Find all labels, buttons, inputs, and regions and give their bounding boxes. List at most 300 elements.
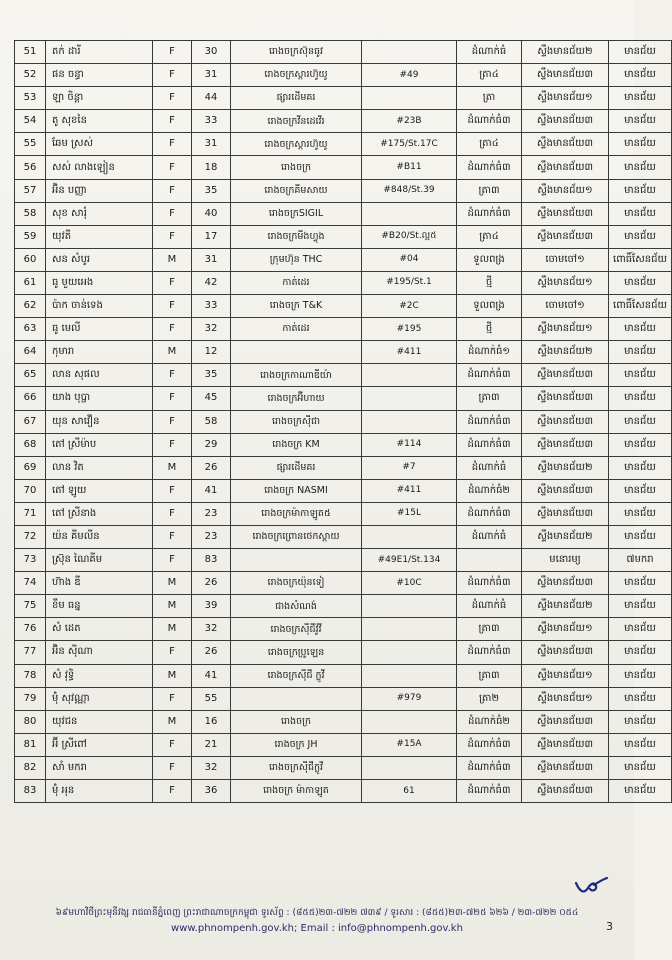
table-row xyxy=(15,133,672,156)
workplace-cell: រោងចក្រ JH xyxy=(231,733,362,756)
village-cell: ដំណាក់ធំ៣ xyxy=(457,364,522,387)
district-cell: មានជ័យ xyxy=(609,156,672,179)
workplace-cell: រោងចក្រស្តារហ៊ូយូ xyxy=(231,64,362,87)
village-cell: ត្រា៤ xyxy=(457,225,522,248)
person-name-cell: ស្រ៊ុន ណៃគីម xyxy=(46,549,153,572)
row-number-cell: 59 xyxy=(15,225,46,248)
age-cell: 17 xyxy=(192,225,231,248)
sex-cell: F xyxy=(153,641,192,664)
person-name-cell: តៅ ស្រីម៉ាប xyxy=(46,433,153,456)
row-number-cell: 55 xyxy=(15,133,46,156)
district-cell: មានជ័យ xyxy=(609,64,672,87)
district-cell: ពោធិ៍សែនជ័យ xyxy=(609,248,672,271)
house-address-cell: #49E1/St.134 xyxy=(362,549,457,572)
sex-cell: F xyxy=(153,780,192,803)
workplace-cell: រោងចក្រ xyxy=(231,156,362,179)
commune-cell: ស្ទឹងមានជ័យ៣ xyxy=(522,202,609,225)
sex-cell: F xyxy=(153,156,192,179)
person-name-cell: យុវជន xyxy=(46,710,153,733)
person-name-cell: ហ៊ាង ឌី xyxy=(46,572,153,595)
table-row xyxy=(15,664,672,687)
district-cell: មានជ័យ xyxy=(609,780,672,803)
village-cell: ដំណាក់ធំ៣ xyxy=(457,780,522,803)
house-address-cell: #195 xyxy=(362,318,457,341)
age-cell: 41 xyxy=(192,664,231,687)
table-row xyxy=(15,780,672,803)
sex-cell: M xyxy=(153,618,192,641)
village-cell: ដំណាក់ធំ៣ xyxy=(457,502,522,525)
village-cell xyxy=(457,549,522,572)
village-cell: ត្រា៣ xyxy=(457,387,522,410)
sex-cell: F xyxy=(153,271,192,294)
table-row xyxy=(15,271,672,294)
age-cell: 35 xyxy=(192,179,231,202)
commune-cell: ចោមចៅ១ xyxy=(522,295,609,318)
district-cell: ៧មករា xyxy=(609,549,672,572)
row-number-cell: 67 xyxy=(15,410,46,433)
village-cell: ដំណាក់ធំ២ xyxy=(457,710,522,733)
row-number-cell: 65 xyxy=(15,364,46,387)
commune-cell: ស្ទឹងមានជ័យ៣ xyxy=(522,710,609,733)
table-row xyxy=(15,179,672,202)
sex-cell: F xyxy=(153,179,192,202)
house-address-cell xyxy=(362,595,457,618)
commune-cell: ស្ទឹងមានជ័យ៣ xyxy=(522,156,609,179)
sex-cell: F xyxy=(153,64,192,87)
age-cell: 40 xyxy=(192,202,231,225)
email-text: ; Email : info@phnompenh.gov.kh xyxy=(294,923,463,934)
commune-cell: ស្ទឹងមានជ័យ៣ xyxy=(522,410,609,433)
row-number-cell: 82 xyxy=(15,756,46,779)
row-number-cell: 51 xyxy=(15,41,46,64)
workplace-cell: រោងចក្រ NASMI xyxy=(231,479,362,502)
commune-cell: ស្ទឹងមានជ័យ១ xyxy=(522,179,609,202)
village-cell: ដំណាក់ធំ៣ xyxy=(457,202,522,225)
house-address-cell: #B20/St.ល្អ៥ xyxy=(362,225,457,248)
village-cell: ថ្មី xyxy=(457,271,522,294)
table-row xyxy=(15,710,672,733)
age-cell: 36 xyxy=(192,780,231,803)
house-address-cell: #04 xyxy=(362,248,457,271)
house-address-cell: #2C xyxy=(362,295,457,318)
sex-cell: F xyxy=(153,295,192,318)
workplace-cell: រោងចក្រ xyxy=(231,710,362,733)
house-address-cell: #23B xyxy=(362,110,457,133)
sex-cell: M xyxy=(153,341,192,364)
house-address-cell: #411 xyxy=(362,479,457,502)
workplace-cell: រោងចក្រប្រូឡេន xyxy=(231,641,362,664)
row-number-cell: 76 xyxy=(15,618,46,641)
person-name-cell: តៅ ឡូយ xyxy=(46,479,153,502)
case-list-table xyxy=(14,40,672,803)
house-address-cell xyxy=(362,387,457,410)
person-name-cell: ធូ មេលី xyxy=(46,318,153,341)
workplace-cell: រោងចក្រSIGIL xyxy=(231,202,362,225)
row-number-cell: 61 xyxy=(15,271,46,294)
district-cell: មានជ័យ xyxy=(609,133,672,156)
workplace-cell: ជាងសំណង់ xyxy=(231,595,362,618)
age-cell: 42 xyxy=(192,271,231,294)
village-cell: ដំណាក់ធំ xyxy=(457,456,522,479)
person-name-cell: លាន វិត xyxy=(46,456,153,479)
commune-cell: ស្ទឹងមានជ័យ១ xyxy=(522,271,609,294)
commune-cell: ស្ទឹងមានជ័យ២ xyxy=(522,41,609,64)
house-address-cell: #15A xyxy=(362,733,457,756)
house-address-cell: 61 xyxy=(362,780,457,803)
district-cell: មានជ័យ xyxy=(609,664,672,687)
row-number-cell: 54 xyxy=(15,110,46,133)
house-address-cell: #848/St.39 xyxy=(362,179,457,202)
age-cell: 58 xyxy=(192,410,231,433)
house-address-cell: #979 xyxy=(362,687,457,710)
village-cell: ដំណាក់ធំ៣ xyxy=(457,433,522,456)
table-row xyxy=(15,687,672,710)
workplace-cell: រោងចក្រអ៊ីហាយ xyxy=(231,387,362,410)
commune-cell: ស្ទឹងមានជ័យ២ xyxy=(522,595,609,618)
workplace-cell: រោងចក្រស៊ីជីវ៉ូវី xyxy=(231,618,362,641)
village-cell: ត្រា៤ xyxy=(457,133,522,156)
village-cell: ត្រា៣ xyxy=(457,618,522,641)
commune-cell: មនោរម្យ xyxy=(522,549,609,572)
district-cell: មានជ័យ xyxy=(609,179,672,202)
age-cell: 26 xyxy=(192,641,231,664)
sex-cell: F xyxy=(153,225,192,248)
village-cell: ថ្មី xyxy=(457,318,522,341)
village-cell: ដំណាក់ធំ១ xyxy=(457,341,522,364)
row-number-cell: 66 xyxy=(15,387,46,410)
row-number-cell: 78 xyxy=(15,664,46,687)
workplace-cell: រោងចក្រព្រោនថេកស្តាយ xyxy=(231,525,362,548)
age-cell: 32 xyxy=(192,318,231,341)
person-name-cell: អ៊ី ស្រីពៅ xyxy=(46,733,153,756)
house-address-cell: #114 xyxy=(362,433,457,456)
table-row xyxy=(15,549,672,572)
workplace-cell: រោងចក្រយ៉ុនទៀ xyxy=(231,572,362,595)
commune-cell: ស្ទឹងមានជ័យ៣ xyxy=(522,733,609,756)
workplace-cell: រោងចក្រ T&K xyxy=(231,295,362,318)
village-cell: ដំណាក់ធំ៣ xyxy=(457,641,522,664)
workplace-cell: រោងចក្រកាណាឌីយ៉ា xyxy=(231,364,362,387)
row-number-cell: 57 xyxy=(15,179,46,202)
commune-cell: ស្ទឹងមានជ័យ៣ xyxy=(522,225,609,248)
workplace-cell: រោងចក្រវីនដេវើរ xyxy=(231,110,362,133)
commune-cell: ស្ទឹងមានជ័យ៣ xyxy=(522,780,609,803)
workplace-cell: រោងចក្រគីមសាយ xyxy=(231,179,362,202)
person-name-cell: យុន សាវឿន xyxy=(46,410,153,433)
age-cell: 45 xyxy=(192,387,231,410)
house-address-cell: #49 xyxy=(362,64,457,87)
district-cell: មានជ័យ xyxy=(609,318,672,341)
commune-cell: ស្ទឹងមានជ័យ២ xyxy=(522,456,609,479)
commune-cell: ស្ទឹងមានជ័យ៣ xyxy=(522,364,609,387)
footer-address: ៦៩មហាវិថីព្រះមុនីវង្ស រាជធានីភ្នំពេញ ព្រះរាជាណាចក្រកម្ពុជា ទូរស័ព្ទ : (៨៥៥)២៣-៧២២ ៧៣៩ / ទូរសារ : (៨៥៥)២៣-៧២៥ ៦២៦ / ២៣-៧២២ ០៥៤ xyxy=(55,908,579,918)
district-cell: មានជ័យ xyxy=(609,433,672,456)
age-cell: 18 xyxy=(192,156,231,179)
workplace-cell: រោងចក្រស្តារហ៊ូយូ xyxy=(231,133,362,156)
person-name-cell: យាង បុប្ផា xyxy=(46,387,153,410)
age-cell: 35 xyxy=(192,364,231,387)
workplace-cell: ផ្សារដើមគរ xyxy=(231,87,362,110)
age-cell: 30 xyxy=(192,41,231,64)
row-number-cell: 75 xyxy=(15,595,46,618)
person-name-cell: តូ សុខនៃ xyxy=(46,110,153,133)
commune-cell: ស្ទឹងមានជ័យ២ xyxy=(522,341,609,364)
footer-contact xyxy=(0,923,634,934)
house-address-cell xyxy=(362,87,457,110)
house-address-cell xyxy=(362,525,457,548)
sex-cell: F xyxy=(153,756,192,779)
workplace-cell xyxy=(231,549,362,572)
table-row xyxy=(15,110,672,133)
district-cell: មានជ័យ xyxy=(609,595,672,618)
sex-cell: F xyxy=(153,479,192,502)
workplace-cell xyxy=(231,341,362,364)
table-row xyxy=(15,595,672,618)
person-name-cell: យ៉ន គីមលីន xyxy=(46,525,153,548)
page-number: 3 xyxy=(606,920,613,933)
table-row xyxy=(15,225,672,248)
person-name-cell: អ៊ិន ស៊ីណា xyxy=(46,641,153,664)
district-cell: មានជ័យ xyxy=(609,756,672,779)
person-name-cell: ម៉ុំ អុន xyxy=(46,780,153,803)
table-row xyxy=(15,341,672,364)
row-number-cell: 71 xyxy=(15,502,46,525)
age-cell: 31 xyxy=(192,248,231,271)
sex-cell: M xyxy=(153,595,192,618)
village-cell: ដំណាក់ធំ xyxy=(457,41,522,64)
sex-cell: F xyxy=(153,687,192,710)
district-cell: មានជ័យ xyxy=(609,202,672,225)
row-number-cell: 83 xyxy=(15,780,46,803)
sex-cell: M xyxy=(153,710,192,733)
village-cell: ដំណាក់ធំ៣ xyxy=(457,756,522,779)
house-address-cell: #10C xyxy=(362,572,457,595)
village-cell: ដំណាក់ធំ៣ xyxy=(457,156,522,179)
sex-cell: F xyxy=(153,549,192,572)
person-name-cell: ឆែម ស្រស់ xyxy=(46,133,153,156)
house-address-cell: #175/St.17C xyxy=(362,133,457,156)
commune-cell: ស្ទឹងមានជ័យ៣ xyxy=(522,641,609,664)
district-cell: មានជ័យ xyxy=(609,41,672,64)
district-cell: មានជ័យ xyxy=(609,572,672,595)
row-number-cell: 63 xyxy=(15,318,46,341)
sex-cell: F xyxy=(153,502,192,525)
person-name-cell: តៅ ស្រីនាង xyxy=(46,502,153,525)
table-row xyxy=(15,756,672,779)
age-cell: 83 xyxy=(192,549,231,572)
district-cell: មានជ័យ xyxy=(609,479,672,502)
row-number-cell: 62 xyxy=(15,295,46,318)
age-cell: 39 xyxy=(192,595,231,618)
age-cell: 26 xyxy=(192,456,231,479)
sex-cell: M xyxy=(153,572,192,595)
village-cell: ដំណាក់ធំ៣ xyxy=(457,572,522,595)
person-name-cell: ប៉ាក ចាន់ទេង xyxy=(46,295,153,318)
table-row xyxy=(15,456,672,479)
house-address-cell: #15L xyxy=(362,502,457,525)
row-number-cell: 73 xyxy=(15,549,46,572)
table-row xyxy=(15,364,672,387)
house-address-cell xyxy=(362,202,457,225)
row-number-cell: 60 xyxy=(15,248,46,271)
sex-cell: M xyxy=(153,664,192,687)
age-cell: 21 xyxy=(192,733,231,756)
district-cell: មានជ័យ xyxy=(609,618,672,641)
commune-cell: ស្ទឹងមានជ័យ១ xyxy=(522,664,609,687)
district-cell: មានជ័យ xyxy=(609,733,672,756)
district-cell: មានជ័យ xyxy=(609,410,672,433)
table-row xyxy=(15,318,672,341)
person-name-cell: ខឹម ធន្ន xyxy=(46,595,153,618)
table-row xyxy=(15,410,672,433)
district-cell: មានជ័យ xyxy=(609,110,672,133)
sex-cell: F xyxy=(153,87,192,110)
district-cell: មានជ័យ xyxy=(609,710,672,733)
age-cell: 33 xyxy=(192,295,231,318)
signature-mark xyxy=(574,876,608,896)
person-name-cell: សំ ដេត xyxy=(46,618,153,641)
sex-cell: M xyxy=(153,456,192,479)
table-row xyxy=(15,41,672,64)
row-number-cell: 64 xyxy=(15,341,46,364)
commune-cell: ស្ទឹងមានជ័យ១ xyxy=(522,618,609,641)
row-number-cell: 72 xyxy=(15,525,46,548)
district-cell: មានជ័យ xyxy=(609,387,672,410)
district-cell: មានជ័យ xyxy=(609,641,672,664)
row-number-cell: 74 xyxy=(15,572,46,595)
sex-cell: F xyxy=(153,733,192,756)
commune-cell: ស្ទឹងមានជ័យ៣ xyxy=(522,64,609,87)
commune-cell: ស្ទឹងមានជ័យ៣ xyxy=(522,502,609,525)
village-cell: ដំណាក់ធំ២ xyxy=(457,479,522,502)
sex-cell: F xyxy=(153,41,192,64)
district-cell: ពោធិ៍សែនជ័យ xyxy=(609,295,672,318)
district-cell: មានជ័យ xyxy=(609,456,672,479)
house-address-cell xyxy=(362,410,457,433)
workplace-cell: រោងចក្រម៉ាកាឡូត៥ xyxy=(231,502,362,525)
workplace-cell: កាត់ដេរ xyxy=(231,318,362,341)
table-row xyxy=(15,433,672,456)
person-name-cell: ឡា ចិន្តា xyxy=(46,87,153,110)
sex-cell: F xyxy=(153,110,192,133)
workplace-cell: រោងចក្រ KM xyxy=(231,433,362,456)
row-number-cell: 79 xyxy=(15,687,46,710)
commune-cell: ស្ទឹងមានជ័យ៣ xyxy=(522,572,609,595)
sex-cell: F xyxy=(153,433,192,456)
person-name-cell: តក់ ដារី xyxy=(46,41,153,64)
village-cell: ដំណាក់ធំ xyxy=(457,595,522,618)
person-name-cell: សាំ មករា xyxy=(46,756,153,779)
person-name-cell: អ៊ិន បញ្ញា xyxy=(46,179,153,202)
age-cell: 33 xyxy=(192,110,231,133)
person-name-cell: កុមារា xyxy=(46,341,153,364)
workplace-cell xyxy=(231,687,362,710)
website-link[interactable]: www.phnompenh.gov.kh xyxy=(171,923,294,934)
row-number-cell: 53 xyxy=(15,87,46,110)
district-cell: មានជ័យ xyxy=(609,525,672,548)
age-cell: 26 xyxy=(192,572,231,595)
village-cell: ទួលពង្រ xyxy=(457,295,522,318)
sex-cell: F xyxy=(153,202,192,225)
workplace-cell: ក្រុមហ៊ុន THC xyxy=(231,248,362,271)
table-row xyxy=(15,387,672,410)
age-cell: 23 xyxy=(192,525,231,548)
case-list-body xyxy=(15,41,672,803)
table-row xyxy=(15,525,672,548)
district-cell: មានជ័យ xyxy=(609,271,672,294)
sex-cell: M xyxy=(153,248,192,271)
table-row xyxy=(15,618,672,641)
commune-cell: ស្ទឹងមានជ័យ៣ xyxy=(522,110,609,133)
row-number-cell: 80 xyxy=(15,710,46,733)
workplace-cell: កាត់ដេរ xyxy=(231,271,362,294)
house-address-cell: #B11 xyxy=(362,156,457,179)
commune-cell: ស្ទឹងមានជ័យ១ xyxy=(522,687,609,710)
workplace-cell: រោងចក្រស៊ីជី ក្លូវី xyxy=(231,664,362,687)
commune-cell: ស្ទឹងមានជ័យ៣ xyxy=(522,433,609,456)
house-address-cell: #195/St.1 xyxy=(362,271,457,294)
table-row xyxy=(15,248,672,271)
commune-cell: ស្ទឹងមានជ័យ១ xyxy=(522,318,609,341)
commune-cell: ស្ទឹងមានជ័យ៣ xyxy=(522,133,609,156)
row-number-cell: 77 xyxy=(15,641,46,664)
age-cell: 31 xyxy=(192,64,231,87)
village-cell: ត្រា៣ xyxy=(457,179,522,202)
district-cell: មានជ័យ xyxy=(609,364,672,387)
district-cell: មានជ័យ xyxy=(609,87,672,110)
sex-cell: F xyxy=(153,133,192,156)
table-row xyxy=(15,733,672,756)
commune-cell: ស្ទឹងមានជ័យ៣ xyxy=(522,387,609,410)
person-name-cell: សុខ សារុំ xyxy=(46,202,153,225)
age-cell: 29 xyxy=(192,433,231,456)
table-row xyxy=(15,479,672,502)
table-row xyxy=(15,641,672,664)
workplace-cell: រោងចក្រស៊ីជីក្លូវី xyxy=(231,756,362,779)
house-address-cell: #7 xyxy=(362,456,457,479)
person-name-cell: ម៉ុំ សុវណ្ណា xyxy=(46,687,153,710)
village-cell: ត្រា៤ xyxy=(457,64,522,87)
workplace-cell: រោងចក្រស៊ីជា xyxy=(231,410,362,433)
row-number-cell: 69 xyxy=(15,456,46,479)
age-cell: 12 xyxy=(192,341,231,364)
district-cell: មានជ័យ xyxy=(609,341,672,364)
commune-cell: ចោមចៅ១ xyxy=(522,248,609,271)
row-number-cell: 52 xyxy=(15,64,46,87)
village-cell: ដំណាក់ធំ៣ xyxy=(457,733,522,756)
house-address-cell xyxy=(362,364,457,387)
village-cell: ទួលពង្រ xyxy=(457,248,522,271)
table-row xyxy=(15,87,672,110)
person-name-cell: សស់ លាងឡៀន xyxy=(46,156,153,179)
row-number-cell: 81 xyxy=(15,733,46,756)
house-address-cell: #411 xyxy=(362,341,457,364)
age-cell: 32 xyxy=(192,756,231,779)
age-cell: 31 xyxy=(192,133,231,156)
commune-cell: ស្ទឹងមានជ័យ៣ xyxy=(522,479,609,502)
sex-cell: F xyxy=(153,410,192,433)
district-cell: មានជ័យ xyxy=(609,225,672,248)
district-cell: មានជ័យ xyxy=(609,687,672,710)
table-row xyxy=(15,502,672,525)
village-cell: ត្រា xyxy=(457,87,522,110)
village-cell: ដំណាក់ធំ៣ xyxy=(457,110,522,133)
sex-cell: F xyxy=(153,364,192,387)
person-name-cell: ធូ មួយអេង xyxy=(46,271,153,294)
age-cell: 44 xyxy=(192,87,231,110)
workplace-cell: ផ្សារដើមគរ xyxy=(231,456,362,479)
person-name-cell: ផន ចន្ធា xyxy=(46,64,153,87)
